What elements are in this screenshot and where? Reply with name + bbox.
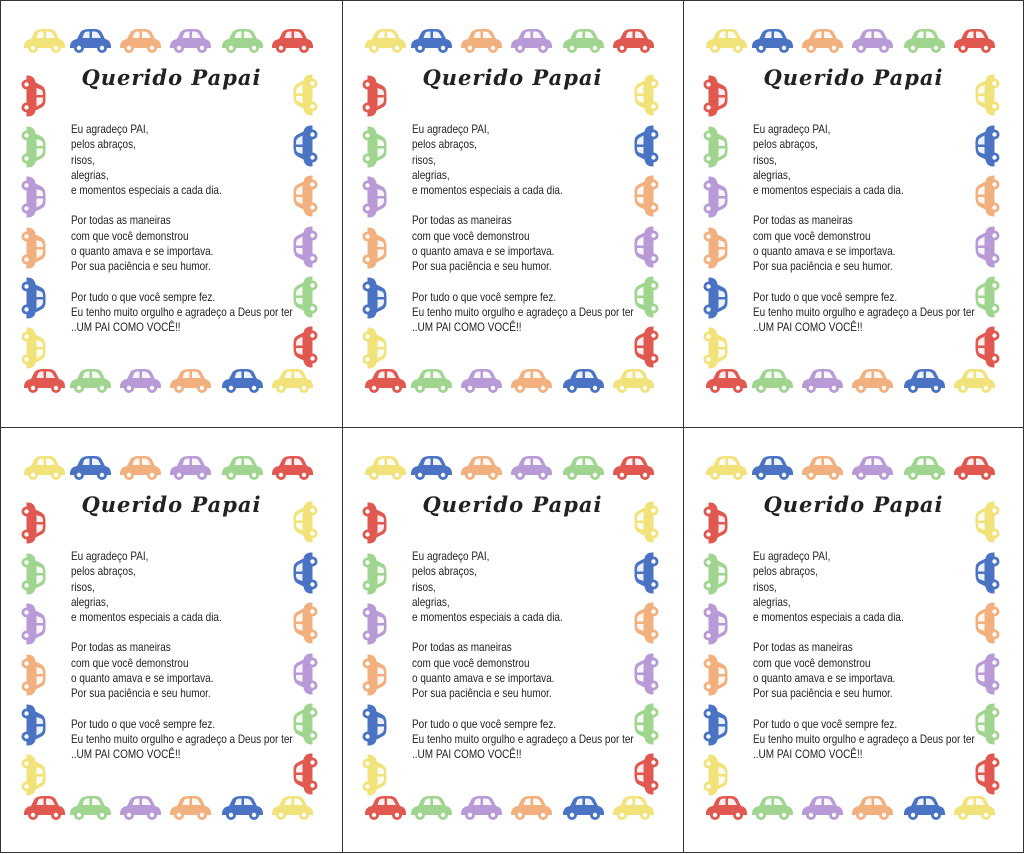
poem-line: Por todas as maneiras: [412, 641, 512, 655]
car-icon: [15, 500, 48, 546]
poem: [71, 549, 293, 778]
car-icon: [408, 794, 454, 827]
poem-line: com que você demonstrou: [71, 656, 189, 670]
poem-line: Por todas as maneiras: [71, 641, 171, 655]
car-icon: [21, 454, 67, 487]
car-icon: [951, 794, 997, 827]
car-icon: [117, 367, 163, 400]
car-icon: [849, 794, 895, 827]
car-icon: [633, 500, 666, 546]
car-icon: [703, 794, 749, 827]
car-icon: [117, 27, 163, 60]
car-icon: [15, 702, 48, 748]
car-icon: [697, 174, 730, 220]
poem-line: alegrias,: [412, 595, 450, 609]
car-icon: [697, 124, 730, 170]
car-icon: [703, 27, 749, 60]
poem-line: Por todas as maneiras: [753, 641, 853, 655]
car-icon: [269, 27, 315, 60]
car-icon: [15, 551, 48, 597]
poem-line: risos,: [71, 580, 95, 594]
poem: [753, 549, 975, 778]
car-icon: [697, 752, 730, 798]
poem-line: risos,: [753, 153, 777, 167]
poem-line: com que você demonstrou: [71, 229, 189, 243]
poem-line: Por todas as maneiras: [412, 214, 512, 228]
poem: [412, 122, 634, 351]
car-icon: [633, 275, 666, 321]
car-icon: [458, 794, 504, 827]
car-icon: [560, 454, 606, 487]
car-icon: [508, 367, 554, 400]
car-icon: [356, 752, 389, 798]
poem-line: pelos abraços,: [753, 138, 818, 152]
car-icon: [67, 367, 113, 400]
card-title: Querido Papai: [81, 65, 262, 90]
poem-line: Eu tenho muito orgulho e agradeço a Deus por ter: [412, 305, 634, 319]
car-icon: [219, 367, 265, 400]
car-icon: [15, 275, 48, 321]
poem-line: pelos abraços,: [412, 138, 477, 152]
poem-line: Por tudo o que você sempre fez.: [71, 717, 216, 731]
poem-line: Eu tenho muito orgulho e agradeço a Deus por ter: [71, 305, 293, 319]
card: [342, 428, 683, 854]
car-icon: [697, 275, 730, 321]
car-icon: [21, 367, 67, 400]
car-icon: [15, 124, 48, 170]
car-icon: [697, 551, 730, 597]
car-icon: [560, 27, 606, 60]
poem: [753, 122, 975, 351]
car-icon: [21, 27, 67, 60]
car-icon: [697, 225, 730, 271]
car-icon: [633, 551, 666, 597]
poem-line: com que você demonstrou: [412, 229, 530, 243]
poem-line: Eu tenho muito orgulho e agradeço a Deus por ter: [71, 732, 293, 746]
poem-line: ..UM PAI COMO VOCÊ!!: [753, 321, 863, 335]
car-icon: [15, 752, 48, 798]
card: [342, 1, 683, 427]
car-icon: [356, 601, 389, 647]
car-icon: [356, 551, 389, 597]
car-icon: [974, 73, 1007, 119]
car-icon: [15, 601, 48, 647]
car-icon: [974, 325, 1007, 371]
car-icon: [951, 367, 997, 400]
card-title: Querido Papai: [422, 65, 603, 90]
poem-line: com que você demonstrou: [412, 656, 530, 670]
car-icon: [849, 27, 895, 60]
car-icon: [633, 124, 666, 170]
poem-line: risos,: [753, 580, 777, 594]
car-icon: [610, 27, 656, 60]
poem-line: Por sua paciência e seu humor.: [753, 260, 893, 274]
card: [683, 1, 1024, 427]
poem-line: Eu tenho muito orgulho e agradeço a Deus por ter: [412, 732, 634, 746]
car-icon: [697, 325, 730, 371]
car-icon: [610, 367, 656, 400]
car-icon: [458, 454, 504, 487]
car-icon: [633, 752, 666, 798]
poem-line: o quanto amava e se importava.: [753, 672, 896, 686]
car-icon: [356, 73, 389, 119]
car-icon: [799, 27, 845, 60]
poem-stanza: [71, 290, 293, 336]
car-icon: [799, 454, 845, 487]
poem-line: Por tudo o que você sempre fez.: [753, 717, 898, 731]
card: [1, 428, 342, 854]
car-icon: [292, 275, 325, 321]
poem-line: risos,: [412, 153, 436, 167]
poem: [412, 549, 634, 778]
poem-line: ..UM PAI COMO VOCÊ!!: [71, 321, 181, 335]
car-icon: [356, 702, 389, 748]
car-icon: [508, 454, 554, 487]
poem-stanza: [753, 122, 975, 198]
poem-stanza: [71, 549, 293, 625]
poem-line: e momentos especiais a cada dia.: [412, 611, 563, 625]
poem-line: Eu agradeço PAI,: [71, 123, 149, 136]
poem-line: o quanto amava e se importava.: [71, 245, 214, 259]
poem-line: pelos abraços,: [71, 138, 136, 152]
car-icon: [167, 794, 213, 827]
poem-stanza: [412, 290, 634, 336]
car-icon: [749, 367, 795, 400]
car-icon: [974, 174, 1007, 220]
car-icon: [292, 325, 325, 371]
poem-line: e momentos especiais a cada dia.: [71, 184, 222, 198]
car-icon: [356, 325, 389, 371]
car-icon: [15, 225, 48, 271]
poem-stanza: [753, 640, 975, 701]
poem-line: com que você demonstrou: [753, 656, 871, 670]
car-icon: [356, 174, 389, 220]
car-icon: [356, 500, 389, 546]
poem-line: e momentos especiais a cada dia.: [71, 611, 222, 625]
poem-line: o quanto amava e se importava.: [71, 672, 214, 686]
car-icon: [974, 652, 1007, 698]
car-icon: [408, 367, 454, 400]
poem-stanza: [71, 213, 293, 274]
car-icon: [292, 500, 325, 546]
car-icon: [408, 27, 454, 60]
car-icon: [974, 601, 1007, 647]
poem-line: alegrias,: [412, 168, 450, 182]
poem-stanza: [412, 640, 634, 701]
car-icon: [799, 367, 845, 400]
car-icon: [362, 454, 408, 487]
car-icon: [508, 794, 554, 827]
car-icon: [167, 367, 213, 400]
car-icon: [15, 73, 48, 119]
poem-line: ..UM PAI COMO VOCÊ!!: [412, 321, 522, 335]
car-icon: [749, 454, 795, 487]
poem-stanza: [412, 717, 634, 763]
poem-line: Por sua paciência e seu humor.: [71, 687, 211, 701]
car-icon: [292, 752, 325, 798]
car-icon: [633, 225, 666, 271]
car-icon: [508, 27, 554, 60]
car-icon: [292, 124, 325, 170]
car-icon: [951, 454, 997, 487]
poem-stanza: [71, 640, 293, 701]
car-icon: [362, 794, 408, 827]
poem-line: o quanto amava e se importava.: [412, 672, 555, 686]
car-icon: [697, 702, 730, 748]
car-icon: [362, 27, 408, 60]
car-icon: [633, 702, 666, 748]
poem-line: Por tudo o que você sempre fez.: [412, 290, 557, 304]
poem-line: Eu tenho muito orgulho e agradeço a Deus por ter: [753, 732, 975, 746]
poem-stanza: [753, 549, 975, 625]
car-icon: [15, 325, 48, 371]
poem-line: ..UM PAI COMO VOCÊ!!: [412, 748, 522, 762]
car-icon: [117, 794, 163, 827]
car-icon: [849, 367, 895, 400]
car-icon: [633, 73, 666, 119]
car-icon: [901, 27, 947, 60]
car-icon: [292, 174, 325, 220]
car-icon: [458, 27, 504, 60]
poem-line: alegrias,: [753, 595, 791, 609]
poem-line: Eu agradeço PAI,: [412, 123, 490, 136]
car-icon: [219, 27, 265, 60]
car-icon: [697, 73, 730, 119]
car-icon: [633, 601, 666, 647]
car-icon: [21, 794, 67, 827]
car-icon: [560, 367, 606, 400]
car-icon: [610, 454, 656, 487]
car-icon: [974, 551, 1007, 597]
car-icon: [292, 551, 325, 597]
car-icon: [703, 454, 749, 487]
poem-line: Por sua paciência e seu humor.: [412, 687, 552, 701]
poem-line: pelos abraços,: [753, 565, 818, 579]
poem-stanza: [71, 122, 293, 198]
car-icon: [167, 454, 213, 487]
poem-line: alegrias,: [71, 595, 109, 609]
car-icon: [292, 225, 325, 271]
car-icon: [974, 124, 1007, 170]
car-icon: [362, 367, 408, 400]
card-title: Querido Papai: [763, 65, 944, 90]
car-icon: [356, 652, 389, 698]
car-icon: [749, 27, 795, 60]
poem-line: pelos abraços,: [71, 565, 136, 579]
car-icon: [633, 325, 666, 371]
car-icon: [356, 275, 389, 321]
poem-line: ..UM PAI COMO VOCÊ!!: [753, 748, 863, 762]
poem-line: com que você demonstrou: [753, 229, 871, 243]
poem-line: risos,: [71, 153, 95, 167]
poem-stanza: [412, 213, 634, 274]
car-icon: [15, 174, 48, 220]
poem-line: Eu agradeço PAI,: [753, 550, 831, 563]
poem-line: Eu agradeço PAI,: [71, 550, 149, 563]
car-icon: [703, 367, 749, 400]
poem-line: Eu agradeço PAI,: [412, 550, 490, 563]
car-icon: [901, 454, 947, 487]
car-icon: [292, 73, 325, 119]
car-icon: [974, 225, 1007, 271]
car-icon: [610, 794, 656, 827]
car-icon: [633, 174, 666, 220]
poem-line: e momentos especiais a cada dia.: [412, 184, 563, 198]
car-icon: [458, 367, 504, 400]
car-icon: [697, 652, 730, 698]
car-icon: [974, 500, 1007, 546]
car-icon: [292, 601, 325, 647]
car-icon: [974, 275, 1007, 321]
poem-line: ..UM PAI COMO VOCÊ!!: [71, 748, 181, 762]
poem-line: risos,: [412, 580, 436, 594]
poem-line: Por todas as maneiras: [753, 214, 853, 228]
poem-line: pelos abraços,: [412, 565, 477, 579]
poem-line: Por sua paciência e seu humor.: [753, 687, 893, 701]
car-icon: [408, 454, 454, 487]
car-icon: [951, 27, 997, 60]
poem-line: o quanto amava e se importava.: [753, 245, 896, 259]
car-icon: [219, 794, 265, 827]
car-icon: [974, 702, 1007, 748]
card-title: Querido Papai: [422, 492, 603, 517]
car-icon: [292, 702, 325, 748]
poem-line: Por sua paciência e seu humor.: [71, 260, 211, 274]
car-icon: [356, 225, 389, 271]
poem-stanza: [412, 122, 634, 198]
car-icon: [67, 794, 113, 827]
poem-line: Por tudo o que você sempre fez.: [412, 717, 557, 731]
poem-line: Por tudo o que você sempre fez.: [753, 290, 898, 304]
poem-line: alegrias,: [753, 168, 791, 182]
card: [683, 428, 1024, 854]
car-icon: [219, 454, 265, 487]
car-icon: [167, 27, 213, 60]
poem-stanza: [753, 717, 975, 763]
car-icon: [697, 601, 730, 647]
card-title: Querido Papai: [81, 492, 262, 517]
poem: [71, 122, 293, 351]
car-icon: [292, 652, 325, 698]
car-icon: [67, 454, 113, 487]
car-icon: [697, 500, 730, 546]
car-icon: [749, 794, 795, 827]
car-icon: [269, 794, 315, 827]
poem-line: Por tudo o que você sempre fez.: [71, 290, 216, 304]
car-icon: [269, 367, 315, 400]
car-icon: [901, 794, 947, 827]
car-icon: [633, 652, 666, 698]
poem-stanza: [412, 549, 634, 625]
poem-line: Eu agradeço PAI,: [753, 123, 831, 136]
car-icon: [560, 794, 606, 827]
car-icon: [117, 454, 163, 487]
car-icon: [269, 454, 315, 487]
poem-line: Eu tenho muito orgulho e agradeço a Deus por ter: [753, 305, 975, 319]
poem-line: Por todas as maneiras: [71, 214, 171, 228]
car-icon: [901, 367, 947, 400]
poem-line: e momentos especiais a cada dia.: [753, 184, 904, 198]
poem-line: Por sua paciência e seu humor.: [412, 260, 552, 274]
car-icon: [974, 752, 1007, 798]
car-icon: [356, 124, 389, 170]
car-icon: [67, 27, 113, 60]
poem-line: o quanto amava e se importava.: [412, 245, 555, 259]
poem-line: alegrias,: [71, 168, 109, 182]
card-title: Querido Papai: [763, 492, 944, 517]
card: [1, 1, 342, 427]
poem-stanza: [71, 717, 293, 763]
car-icon: [849, 454, 895, 487]
poem-line: e momentos especiais a cada dia.: [753, 611, 904, 625]
poem-stanza: [753, 290, 975, 336]
poem-stanza: [753, 213, 975, 274]
car-icon: [799, 794, 845, 827]
car-icon: [15, 652, 48, 698]
